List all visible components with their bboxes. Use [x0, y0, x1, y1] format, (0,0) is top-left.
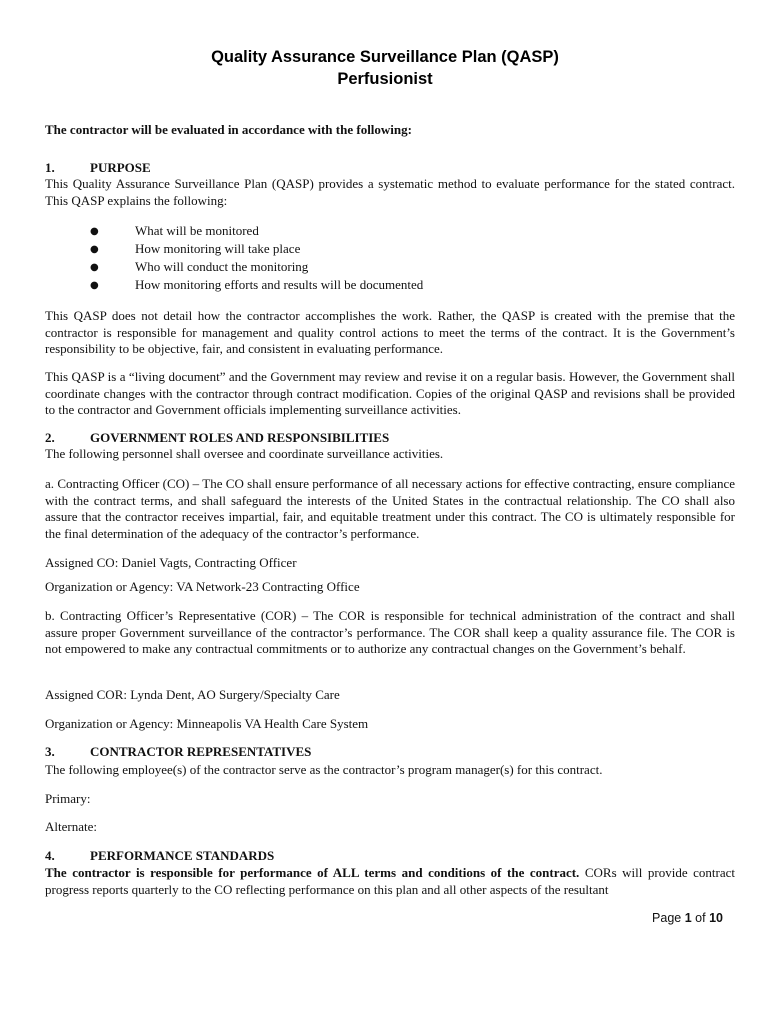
bullet-icon: ●	[90, 262, 99, 273]
total-pages: 10	[709, 911, 723, 925]
section-4-number: 4.	[45, 848, 55, 863]
assigned-co: Assigned CO: Daniel Vagts, Contracting Officer	[45, 555, 297, 570]
bullet-item: Who will conduct the monitoring	[135, 259, 309, 274]
document-subtitle: Perfusionist	[337, 70, 433, 88]
primary-label: Primary:	[45, 791, 91, 806]
section-4-body	[45, 865, 735, 898]
section-4-heading: PERFORMANCE STANDARDS	[90, 848, 275, 863]
bullet-item: How monitoring will take place	[135, 241, 301, 256]
co-organization: Organization or Agency: VA Network-23 Contracting Office	[45, 579, 360, 594]
bullet-item: What will be monitored	[135, 223, 259, 238]
section-2-body: The following personnel shall oversee and coordinate surveillance activities.	[45, 446, 444, 461]
bullet-icon: ●	[90, 244, 99, 255]
section-3-body: The following employee(s) of the contractor serve as the contractor’s program manager(s) for this contract.	[45, 762, 603, 777]
section-2-heading: GOVERNMENT ROLES AND RESPONSIBILITIES	[90, 430, 390, 445]
bullet-icon: ●	[90, 280, 99, 291]
page-number	[652, 911, 723, 925]
bullet-item: How monitoring efforts and results will be documented	[135, 277, 424, 292]
cor-paragraph: b. Contracting Officer’s Representative (COR) – The COR is responsible for technical administration of the contract and shall assure proper Government surveillance of the contractor’s performance. The COR shall keep a quality assurance file. The COR is not empowered to make any contractual commitments or to authorize any contractual changes on the Government’s behalf.	[45, 608, 735, 656]
intro-text: The contractor will be evaluated in accordance with the following:	[45, 122, 412, 137]
bullet-icon: ●	[90, 226, 99, 237]
of-word: of	[695, 911, 706, 925]
contracting-officer-paragraph: a. Contracting Officer (CO) – The CO shall ensure performance of all necessary actions for effective contracting, ensure compliance with the contract terms, and shall safeguard the interests of the United States in the contractual relationship. The CO shall also assure that the contractor receives impartial, fair, and equitable treatment under this contract. The CO is ultimately responsible for the final determination of the adequacy of the contractor’s performance.	[45, 476, 735, 541]
section-1-body: This Quality Assurance Surveillance Plan (QASP) provides a systematic method to evaluate performance for the stated contract. This QASP explains the following:	[45, 176, 735, 208]
section-1-number: 1.	[45, 160, 55, 175]
page-word: Page	[652, 911, 682, 925]
section-3-number: 3.	[45, 744, 55, 759]
assigned-cor: Assigned COR: Lynda Dent, AO Surgery/Specialty Care	[45, 687, 340, 702]
current-page: 1	[684, 911, 692, 925]
section-1-paragraph-3: This QASP is a “living document” and the Government may review and revise it on a regular basis. However, the Government shall coordinate changes with the contractor through contract modification. Copies of the original QASP and revisions shall be provided to the contractor and Government officials implementing surveillance activities.	[45, 369, 735, 417]
document-title: Quality Assurance Surveillance Plan (QASP)	[211, 48, 559, 66]
section-2-number: 2.	[45, 430, 55, 445]
section-1-paragraph-2: This QASP does not detail how the contractor accomplishes the work. Rather, the QASP is created with the premise that the contractor is responsible for management and quality control actions to meet the terms of the contract. It is the Government’s responsibility to be objective, fair, and consistent in evaluating performance.	[45, 308, 735, 356]
section-1-heading: PURPOSE	[90, 160, 151, 175]
cor-organization: Organization or Agency: Minneapolis VA Health Care System	[45, 716, 369, 731]
section-4-bold-lead: The contractor is responsible for performance of ALL terms and conditions of the contract.	[45, 865, 580, 880]
alternate-label: Alternate:	[45, 819, 97, 834]
section-4-text: CORs will provide contract progress reports quarterly to the CO reflecting performance on this plan and all other aspects of the resultant	[45, 865, 735, 897]
section-3-heading: CONTRACTOR REPRESENTATIVES	[90, 744, 312, 759]
